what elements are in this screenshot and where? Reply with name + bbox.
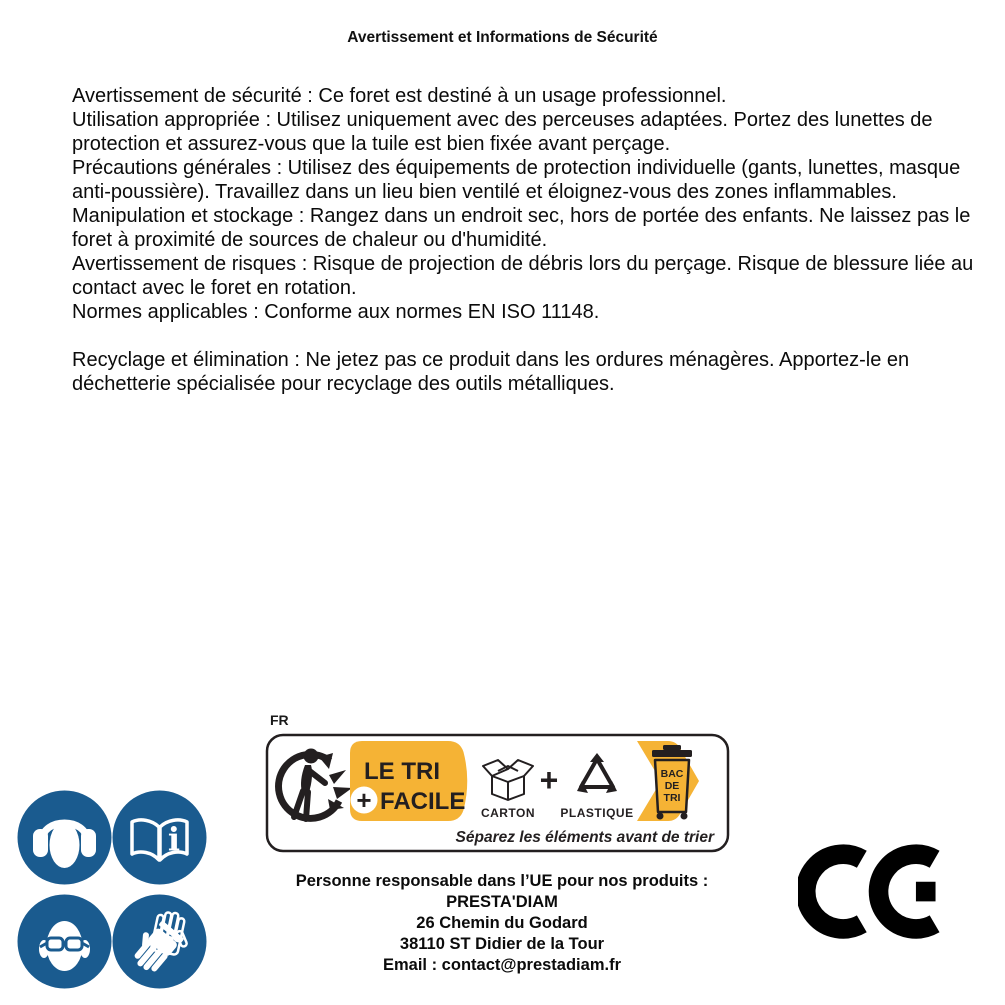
page-title: Avertissement et Informations de Sécurité bbox=[347, 29, 658, 46]
bin-text-line1: BAC bbox=[660, 768, 684, 780]
le-tri-facile-label bbox=[265, 733, 730, 853]
safety-text-block bbox=[72, 84, 987, 396]
wear-protective-gloves-icon bbox=[111, 893, 208, 990]
material-1-label: CARTON bbox=[480, 806, 536, 820]
standards-paragraph: Normes applicables : Conforme aux normes EN ISO 11148. bbox=[72, 301, 600, 323]
read-instruction-manual-icon bbox=[111, 789, 208, 886]
wear-ear-protection-icon bbox=[16, 789, 113, 886]
address-city: 38110 ST Didier de la Tour bbox=[399, 935, 605, 953]
company-name: PRESTA'DIAM bbox=[446, 893, 558, 911]
responsible-person-heading: Personne responsable dans l’UE pour nos produits : bbox=[295, 872, 709, 890]
bin-text-line2: DE bbox=[664, 780, 680, 792]
info-i-glyph: i bbox=[167, 820, 181, 858]
risk-warning-paragraph: Avertissement de risques : Risque de projection de débris lors du perçage. Risque de blessure liée au contact avec le foret en rotation. bbox=[72, 253, 974, 299]
address-street: 26 Chemin du Godard bbox=[416, 914, 588, 932]
contact-email: Email : contact@prestadiam.fr bbox=[383, 956, 621, 974]
wear-eye-protection-icon bbox=[16, 893, 113, 990]
headline-line1: LE TRI bbox=[364, 758, 440, 785]
plus-sign: + bbox=[356, 785, 372, 815]
headline-line2: FACILE bbox=[380, 788, 466, 815]
country-code-label: FR bbox=[270, 712, 289, 728]
materials-separator: + bbox=[539, 762, 559, 798]
responsible-person-block bbox=[252, 871, 752, 976]
general-precautions-paragraph: Précautions générales : Utilisez des équipements de protection individuelle (gants, lunettes, masque anti-poussière). Travaillez dans un lieu bien ventilé et éloignez-vous des zones inflammables. bbox=[72, 157, 961, 203]
safety-warning-paragraph: Avertissement de sécurité : Ce foret est destiné à un usage professionnel. bbox=[72, 85, 727, 107]
recycling-disposal-paragraph: Recyclage et élimination : Ne jetez pas ce produit dans les ordures ménagères. Apportez-le en déchetterie spécialisée pour recyclage des outils métalliques. bbox=[72, 349, 910, 395]
bin-text-line3: TRI bbox=[663, 792, 681, 804]
label-footer-note: Séparez les éléments avant de trier bbox=[455, 829, 714, 846]
recycling-label-area bbox=[265, 712, 730, 853]
ce-marking-icon bbox=[798, 843, 948, 941]
material-2-label: PLASTIQUE bbox=[560, 806, 634, 820]
handling-storage-paragraph: Manipulation et stockage : Rangez dans un endroit sec, hors de portée des enfants. Ne laissez pas le foret à proximité de sources de chaleur ou d'humidité. bbox=[72, 205, 971, 251]
proper-use-paragraph: Utilisation appropriée : Utilisez uniquement avec des perceuses adaptées. Portez des lunettes de protection et assurez-vous que la tuile est bien fixée avant perçage. bbox=[72, 109, 933, 155]
sorting-bin-icon bbox=[652, 745, 692, 820]
